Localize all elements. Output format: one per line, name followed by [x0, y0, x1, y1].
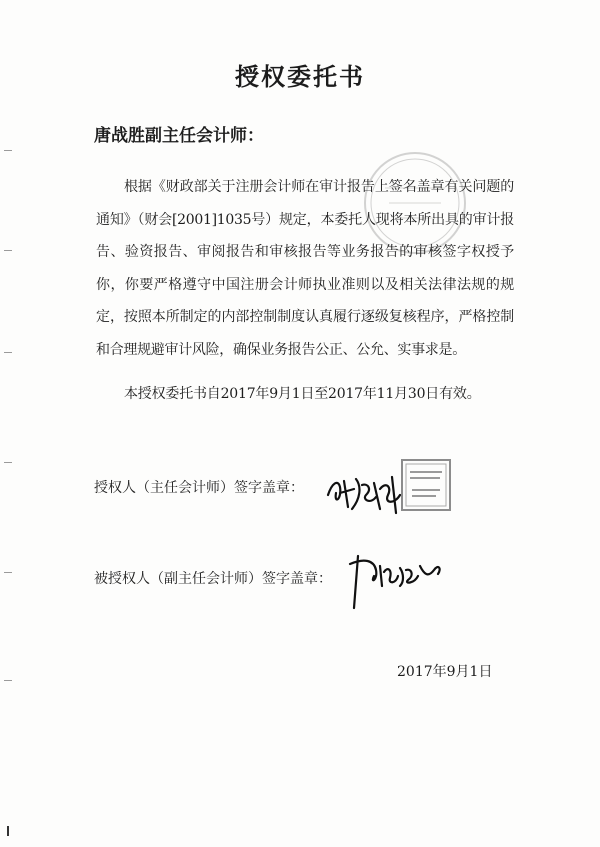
scan-edge-mark — [4, 572, 12, 573]
validity-statement: 本授权委托书自2017年9月1日至2017年11月30日有效。 — [124, 386, 481, 402]
document-date: 2017年9月1日 — [397, 664, 493, 680]
scan-edge-mark — [7, 826, 9, 836]
scan-edge-mark — [4, 680, 12, 681]
scan-edge-mark — [4, 150, 12, 151]
document-title: 授权委托书 — [235, 63, 365, 91]
scan-edge-mark — [4, 352, 12, 353]
salutation: 唐战胜副主任会计师： — [94, 126, 264, 146]
scan-edge-mark — [4, 250, 12, 251]
grantee-signature-image — [344, 548, 454, 610]
accountant-seal-image — [400, 458, 452, 512]
grantor-signature-line: 授权人（主任会计师）签字盖章： — [94, 480, 304, 496]
body-paragraph: 根据《财政部关于注册会计师在审计报告上签名盖章有关问题的通知》（财会[2001]1035号）规定，本委托人现将本所出具的审计报告、验资报告、审阅报告和审核报告等业务报告的审核签字权授予你，你要严格遵守中国注册会计师执业准则以及相关法律法规的规定，按照本所制定的内部控制制度认真履行逐级复核程序，严格控制和合理规避审计风险，确保业务报告公正、公允、实事求是。 — [96, 179, 514, 358]
scan-edge-mark — [4, 462, 12, 463]
grantee-signature-line: 被授权人（副主任会计师）签字盖章： — [94, 571, 332, 587]
